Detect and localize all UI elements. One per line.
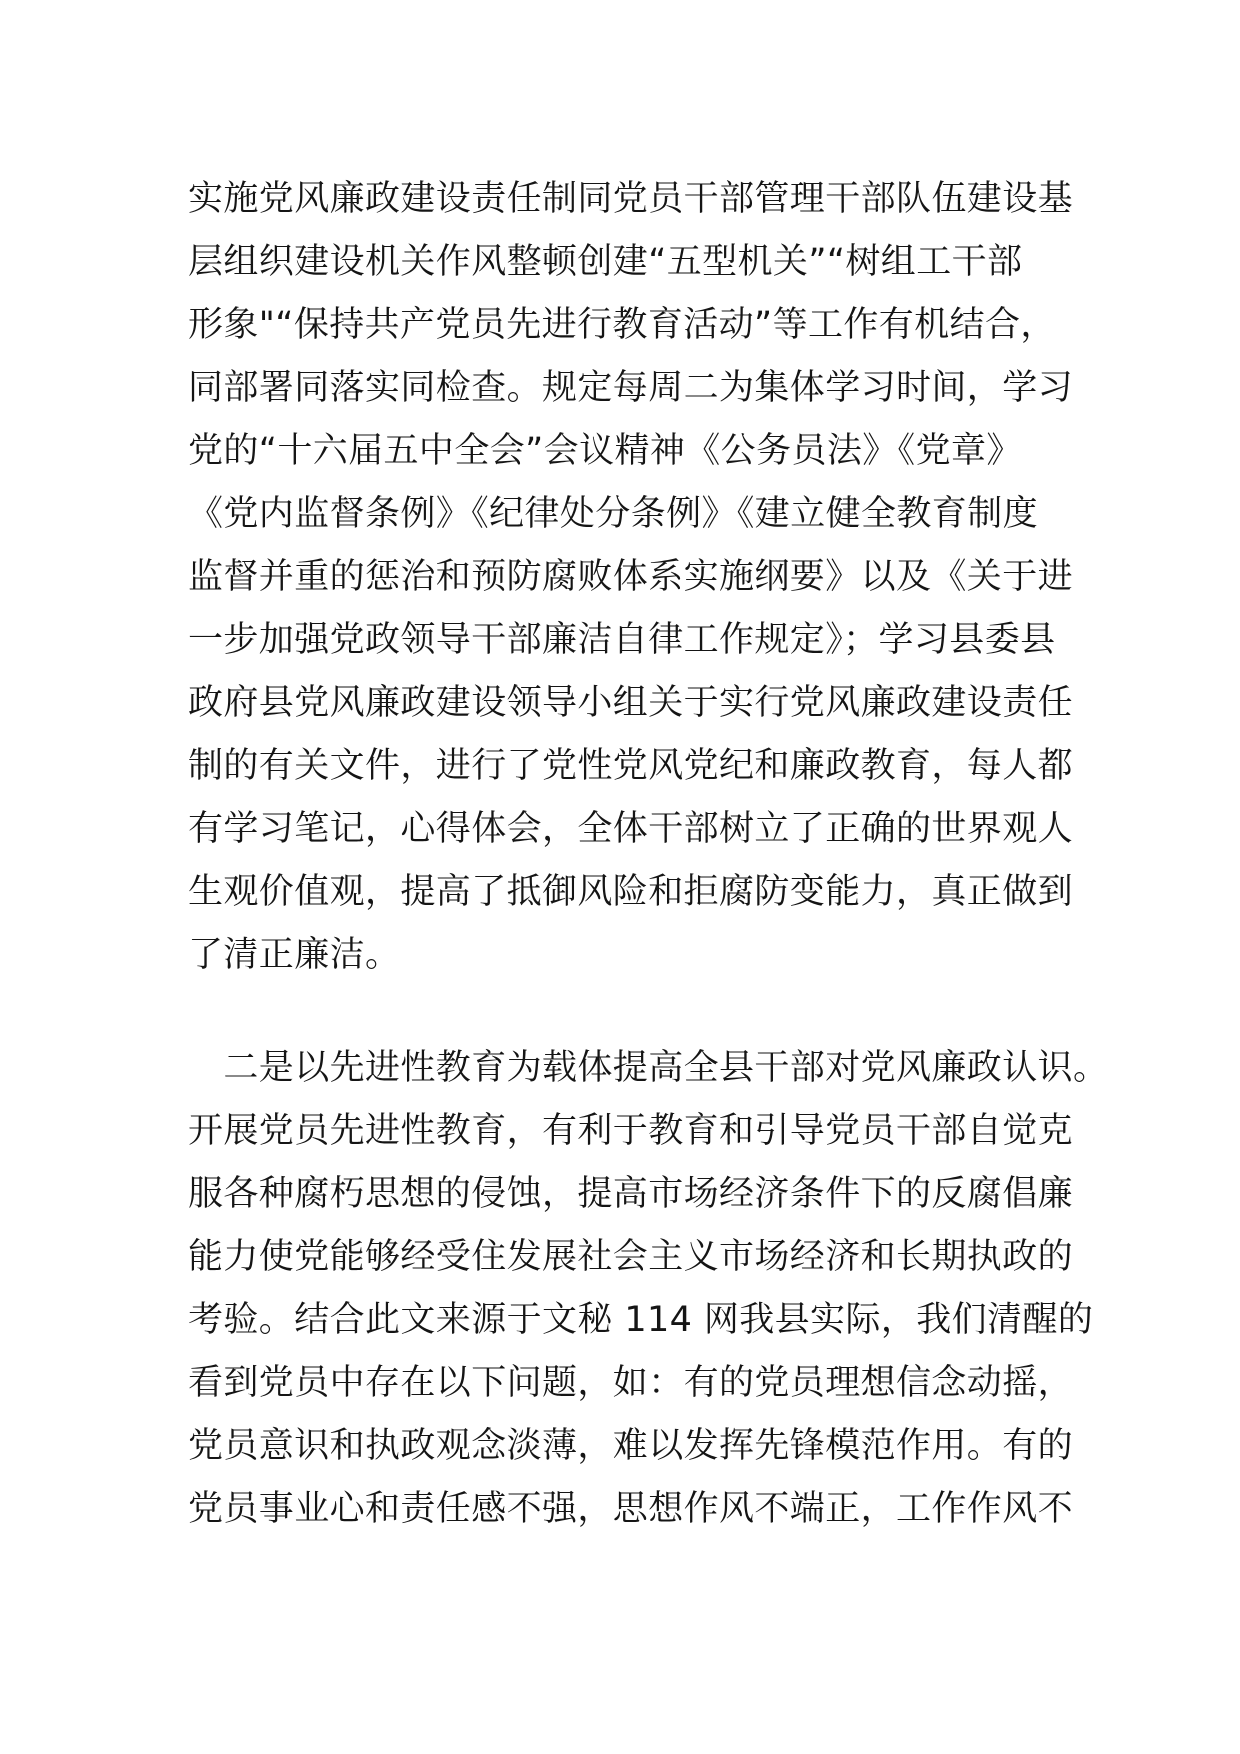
paragraph-2 [188, 1037, 1109, 1541]
text-line: 同部署同落实同检查。规定每周二为集体学习时间，学习 [188, 368, 1074, 408]
text-line: 党的“十六届五中全会”会议精神《公务员法》《党章》 [188, 431, 1022, 471]
text-line: 服各种腐朽思想的侵蚀，提高市场经济条件下的反腐倡廉 [188, 1174, 1074, 1214]
text-line: 实施党风廉政建设责任制同党员干部管理干部队伍建设基 [188, 179, 1074, 219]
text-line: 制的有关文件，进行了党性党风党纪和廉政教育，每人都 [188, 746, 1074, 786]
text-line: 一步加强党政领导干部廉洁自律工作规定》；学习县委县 [188, 620, 1056, 660]
text-line: 形象"“保持共产党员先进行教育活动”等工作有机结合， [188, 305, 1056, 345]
text-line: 生观价值观，提高了抵御风险和拒腐防变能力，真正做到 [188, 872, 1074, 912]
paragraph-1 [188, 168, 1088, 987]
text-line: 政府县党风廉政建设领导小组关于实行党风廉政建设责任 [188, 683, 1074, 723]
text-line: 有学习笔记，心得体会，全体干部树立了正确的世界观人 [188, 809, 1074, 849]
paragraph-spacer [188, 987, 1088, 1037]
text-line: 监督并重的惩治和预防腐败体系实施纲要》以及《关于进 [188, 557, 1074, 597]
text-line: 党员意识和执政观念淡薄，难以发挥先锋模范作用。有的 [188, 1426, 1074, 1466]
text-line: 了清正廉洁。 [188, 935, 401, 975]
text-line: 《党内监督条例》《纪律处分条例》《建立健全教育制度 [188, 494, 1039, 534]
document-body [188, 168, 1109, 1541]
text-line: 层组织建设机关作风整顿创建“五型机关”“树组工干部 [188, 242, 1023, 282]
text-line: 能力使党能够经受住发展社会主义市场经济和长期执政的 [188, 1237, 1074, 1277]
text-line: 二是以先进性教育为载体提高全县干部对党风廉政认识。 [188, 1048, 1109, 1088]
text-line: 看到党员中存在以下问题，如：有的党员理想信念动摇， [188, 1363, 1074, 1403]
text-line: 考验。结合此文来源于文秘 114 网我县实际，我们清醒的 [188, 1300, 1094, 1340]
text-line: 党员事业心和责任感不强，思想作风不端正，工作作风不 [188, 1489, 1074, 1529]
text-line: 开展党员先进性教育，有利于教育和引导党员干部自觉克 [188, 1111, 1074, 1151]
